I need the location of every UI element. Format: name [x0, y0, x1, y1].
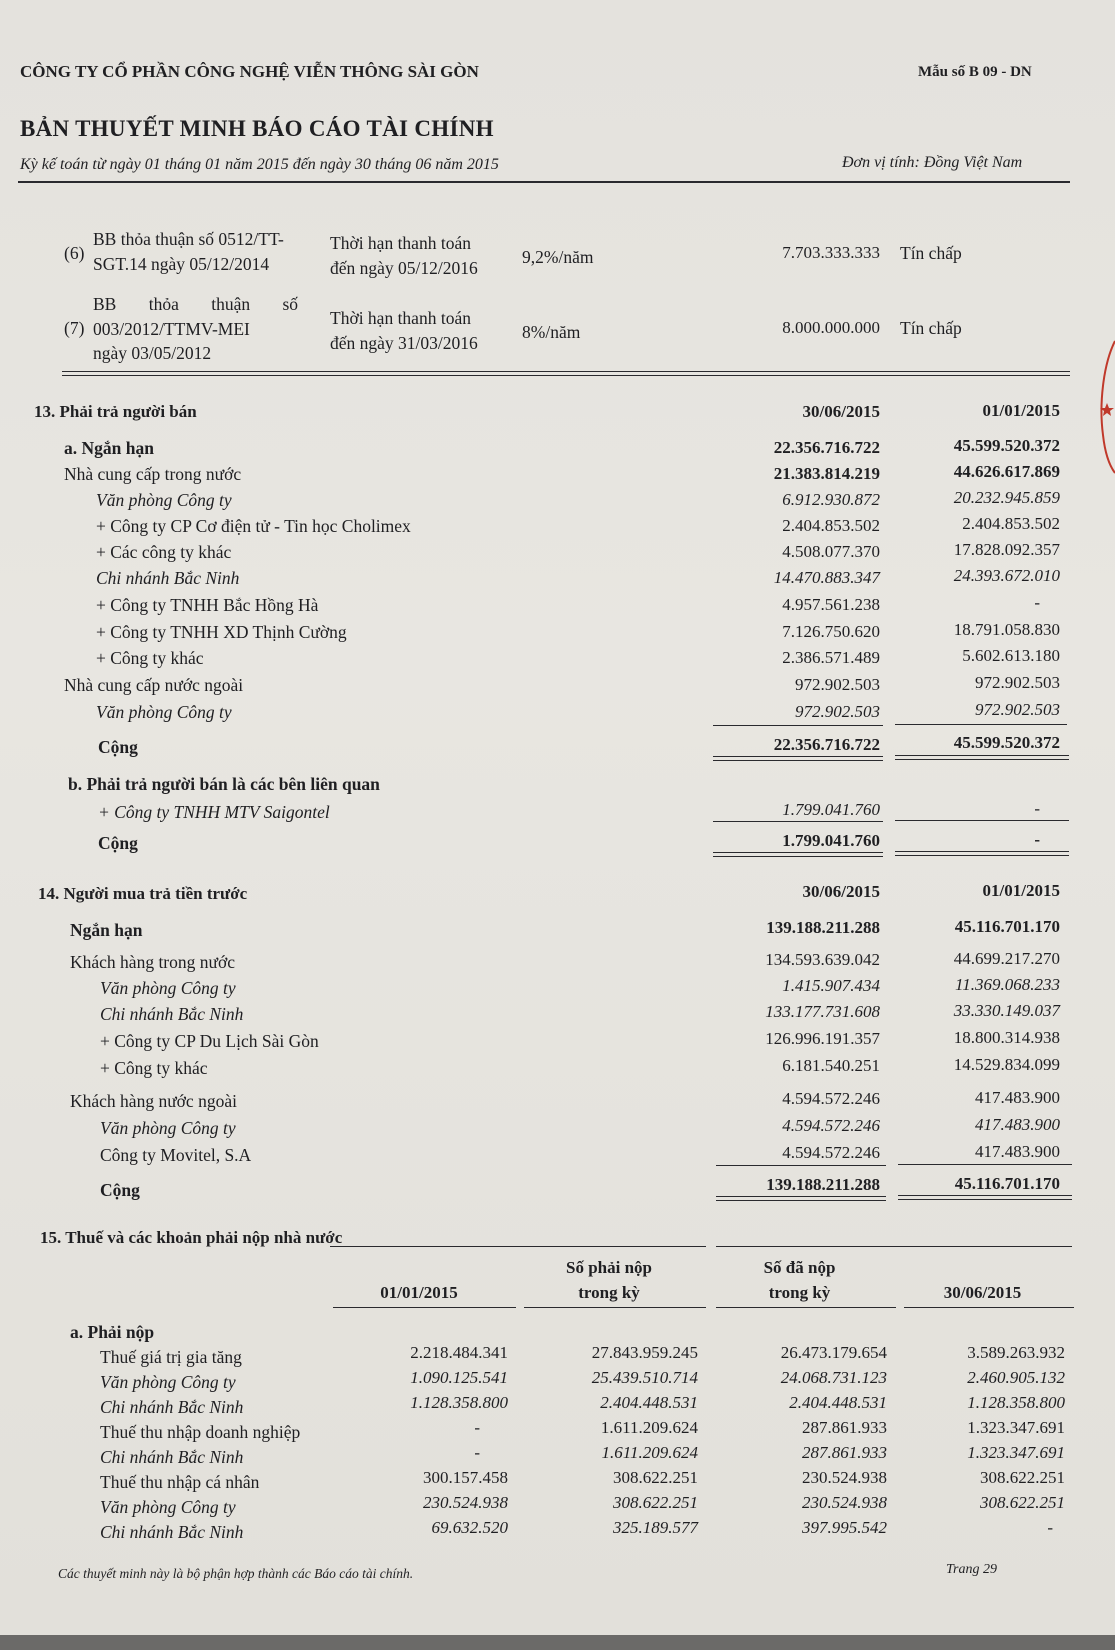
col-header-rule	[904, 1307, 1074, 1308]
row-value: 22.356.716.722	[773, 438, 880, 457]
row-value: 134.593.639.042	[765, 950, 880, 969]
row-value: 287.861.933	[802, 1418, 887, 1437]
col-header-paid-l1: Số đã nộp	[763, 1258, 836, 1277]
row-value: 14.470.883.347	[773, 568, 880, 587]
row-value: 2.404.853.502	[782, 516, 880, 535]
row-label: Khách hàng nước ngoài	[70, 1091, 237, 1111]
col-header-rule	[333, 1307, 516, 1308]
red-stamp-icon	[1093, 335, 1115, 475]
loan-term-line: đến ngày 31/03/2016	[330, 333, 478, 353]
row-label: + Công ty TNHH MTV Saigontel	[98, 802, 330, 822]
row-value: 2.404.448.531	[600, 1393, 698, 1412]
loan-rate: 8%/năm	[522, 322, 581, 342]
row-value: 308.622.251	[980, 1493, 1065, 1512]
row-value: 308.622.251	[613, 1493, 698, 1512]
row-label: + Công ty CP Cơ điện tử - Tin học Cholimex	[96, 516, 411, 536]
subtotal-rule	[895, 724, 1067, 725]
section-15-title: 15. Thuế và các khoản phải nộp nhà nước	[40, 1228, 343, 1247]
subtotal-rule	[713, 725, 883, 726]
section-15a-title: a. Phải nộp	[70, 1322, 155, 1342]
total-rule	[713, 756, 883, 761]
row-label: Cộng	[98, 737, 138, 757]
row-label: Chi nhánh Bắc Ninh	[96, 568, 240, 588]
footer-note: Các thuyết minh này là bộ phận hợp thành các Báo cáo tài chính.	[58, 1566, 414, 1581]
loan-agreement-line: BB thỏa thuận số	[93, 294, 299, 314]
row-label: + Công ty khác	[100, 1058, 208, 1078]
row-value: 1.090.125.541	[410, 1368, 508, 1387]
row-value: -	[1034, 799, 1040, 818]
row-value: 3.589.263.932	[967, 1343, 1065, 1362]
row-value: 4.957.561.238	[782, 595, 880, 614]
col-header-30-06: 30/06/2015	[802, 402, 880, 421]
subtotal-rule	[713, 821, 883, 822]
row-value: 308.622.251	[613, 1468, 698, 1487]
row-label: + Công ty khác	[96, 648, 204, 668]
row-label: Nhà cung cấp nước ngoài	[64, 675, 244, 695]
header-rule	[18, 181, 1070, 183]
row-label: Khách hàng trong nước	[70, 952, 236, 972]
total-rule	[716, 1196, 886, 1201]
loan-agreement-line: SGT.14 ngày 05/12/2014	[93, 254, 270, 274]
row-value: 417.483.900	[975, 1115, 1060, 1134]
row-label: Công ty Movitel, S.A	[100, 1145, 252, 1165]
col-header-paid-l2: trong kỳ	[768, 1283, 831, 1302]
subtotal-rule	[898, 1164, 1072, 1165]
loan-agreement-line: BB thỏa thuận số 0512/TT-	[93, 229, 284, 249]
row-value: 972.902.503	[975, 700, 1060, 719]
row-label: Chi nhánh Bắc Ninh	[100, 1004, 244, 1024]
row-label: Thuế thu nhập doanh nghiệp	[100, 1422, 301, 1442]
page-number: Trang 29	[946, 1562, 997, 1577]
row-value: 27.843.959.245	[591, 1343, 698, 1362]
row-label: + Các công ty khác	[96, 542, 232, 562]
reporting-period: Kỳ kế toán từ ngày 01 tháng 01 năm 2015 đến ngày 30 tháng 06 năm 2015	[20, 156, 499, 173]
row-label: Văn phòng Công ty	[96, 490, 232, 510]
page-edge	[0, 1635, 1115, 1650]
row-value: 972.902.503	[795, 675, 880, 694]
document-title: BẢN THUYẾT MINH BÁO CÁO TÀI CHÍNH	[20, 116, 494, 141]
row-value: 230.524.938	[802, 1493, 887, 1512]
section-13-title: 13. Phải trả người bán	[34, 402, 197, 421]
row-value: 2.386.571.489	[782, 648, 880, 667]
row-value: 18.800.314.938	[953, 1028, 1060, 1047]
row-value: 21.383.814.219	[773, 464, 880, 483]
row-value: 45.599.520.372	[953, 733, 1060, 752]
col-header-01-01: 01/01/2015	[982, 881, 1060, 900]
loan-security: Tín chấp	[900, 243, 962, 263]
loan-security: Tín chấp	[900, 318, 962, 338]
row-value: 972.902.503	[975, 673, 1060, 692]
row-value: 20.232.945.859	[953, 488, 1060, 507]
col-header-rule	[716, 1307, 896, 1308]
row-label: a. Ngắn hạn	[64, 438, 154, 458]
loan-term-line: Thời hạn thanh toán	[330, 233, 471, 253]
row-value: 44.699.217.270	[953, 949, 1060, 968]
loan-term-line: Thời hạn thanh toán	[330, 308, 471, 328]
row-value: -	[1034, 593, 1040, 612]
row-value: 1.323.347.691	[967, 1443, 1065, 1462]
row-value: 139.188.211.288	[766, 918, 880, 937]
row-value: 325.189.577	[613, 1518, 698, 1537]
row-value: 417.483.900	[975, 1142, 1060, 1161]
row-label: Văn phòng Công ty	[100, 1118, 236, 1138]
row-value: 308.622.251	[980, 1468, 1065, 1487]
row-label: + Công ty CP Du Lịch Sài Gòn	[100, 1031, 319, 1051]
row-value: 1.323.347.691	[967, 1418, 1065, 1437]
row-label: Chi nhánh Bắc Ninh	[100, 1397, 244, 1417]
row-value: 1.611.209.624	[601, 1443, 698, 1462]
row-label: Chi nhánh Bắc Ninh	[100, 1522, 244, 1542]
row-value: 24.068.731.123	[780, 1368, 887, 1387]
row-label: Ngắn hạn	[70, 920, 143, 940]
row-value: 1.128.358.800	[410, 1393, 508, 1412]
row-value: -	[474, 1443, 480, 1462]
row-value: 139.188.211.288	[766, 1175, 880, 1194]
row-value: 397.995.542	[802, 1518, 887, 1537]
row-label: + Công ty TNHH Bắc Hồng Hà	[96, 595, 319, 615]
loan-amount: 7.703.333.333	[782, 243, 880, 262]
row-value: 2.460.905.132	[967, 1368, 1065, 1387]
row-value: 26.473.179.654	[780, 1343, 887, 1362]
row-value: 25.439.510.714	[591, 1368, 698, 1387]
row-value: 4.594.572.246	[782, 1089, 880, 1108]
row-value: 5.602.613.180	[962, 646, 1060, 665]
row-value: 45.599.520.372	[953, 436, 1060, 455]
row-label: Cộng	[98, 833, 138, 853]
col-header-opening: 01/01/2015	[380, 1283, 458, 1302]
row-value: 4.594.572.246	[782, 1143, 880, 1162]
col-header-rule	[524, 1307, 706, 1308]
loan-rate: 9,2%/năm	[522, 247, 594, 267]
row-label: Văn phòng Công ty	[100, 978, 236, 998]
row-value: 45.116.701.170	[954, 917, 1060, 936]
row-value: 7.126.750.620	[782, 622, 880, 641]
col-header-payable-l1: Số phải nộp	[566, 1258, 652, 1277]
row-value: -	[1047, 1518, 1053, 1537]
heading-rule	[330, 1246, 706, 1247]
col-header-30-06: 30/06/2015	[802, 882, 880, 901]
row-value: 287.861.933	[802, 1443, 887, 1462]
total-rule	[898, 1195, 1072, 1200]
row-value: 300.157.458	[423, 1468, 508, 1487]
row-value: 18.791.058.830	[953, 620, 1060, 639]
row-label: Nhà cung cấp trong nước	[64, 464, 242, 484]
row-label: Chi nhánh Bắc Ninh	[100, 1447, 244, 1467]
row-value: 133.177.731.608	[765, 1002, 880, 1021]
row-value: 33.330.149.037	[953, 1001, 1060, 1020]
col-header-closing: 30/06/2015	[943, 1283, 1022, 1302]
row-label: + Công ty TNHH XD Thịnh Cường	[96, 622, 347, 642]
row-value: 6.912.930.872	[782, 490, 880, 509]
row-label: Văn phòng Công ty	[96, 702, 232, 722]
row-value: 24.393.672.010	[953, 566, 1060, 585]
row-value: 1.611.209.624	[600, 1418, 698, 1437]
row-value: 44.626.617.869	[953, 462, 1060, 481]
row-label: Văn phòng Công ty	[100, 1372, 236, 1392]
row-value: 1.415.907.434	[782, 976, 880, 995]
total-rule	[895, 851, 1069, 856]
row-value: 126.996.191.357	[765, 1029, 880, 1048]
col-header-payable-l2: trong kỳ	[578, 1283, 640, 1302]
row-value: 2.404.853.502	[962, 514, 1060, 533]
row-value: 1.799.041.760	[782, 831, 880, 850]
row-value: 4.594.572.246	[782, 1116, 880, 1135]
row-value: 230.524.938	[423, 1493, 508, 1512]
row-value: 69.632.520	[431, 1518, 508, 1537]
loan-amount: 8.000.000.000	[782, 318, 880, 337]
row-value: 14.529.834.099	[953, 1055, 1060, 1074]
row-value: 1.128.358.800	[967, 1393, 1065, 1412]
row-label: Thuế thu nhập cá nhân	[100, 1472, 260, 1492]
row-value: -	[1034, 830, 1040, 849]
row-value: 972.902.503	[795, 702, 880, 721]
section-14-title: 14. Người mua trả tiền trước	[38, 884, 248, 903]
total-rule	[713, 852, 883, 857]
row-label: Văn phòng Công ty	[100, 1497, 236, 1517]
company-name: CÔNG TY CỔ PHẦN CÔNG NGHỆ VIỄN THÔNG SÀI GÒN	[20, 62, 479, 81]
row-value: 230.524.938	[802, 1468, 887, 1487]
row-value: 22.356.716.722	[773, 735, 880, 754]
loan-agreement-line: 003/2012/TTMV-MEI	[93, 319, 250, 339]
row-value: 4.508.077.370	[782, 542, 880, 561]
currency-unit: Đơn vị tính: Đồng Việt Nam	[842, 154, 1023, 171]
heading-rule	[716, 1246, 1072, 1247]
row-value: 417.483.900	[975, 1088, 1060, 1107]
col-header-01-01: 01/01/2015	[982, 401, 1060, 420]
row-value: 1.799.041.760	[782, 800, 880, 819]
loans-end-rule	[62, 371, 1070, 376]
row-label: Thuế giá trị gia tăng	[100, 1347, 242, 1367]
row-value: 6.181.540.251	[782, 1056, 880, 1075]
loan-number: (7)	[64, 318, 85, 338]
subtotal-rule	[716, 1165, 886, 1166]
row-value: 17.828.092.357	[953, 540, 1060, 559]
total-rule	[895, 755, 1069, 760]
loan-number: (6)	[64, 243, 85, 263]
row-value: 45.116.701.170	[954, 1174, 1060, 1193]
loan-agreement-line: ngày 03/05/2012	[93, 343, 212, 363]
row-value: -	[474, 1418, 480, 1437]
loan-term-line: đến ngày 05/12/2016	[330, 258, 478, 278]
form-number: Mẫu số B 09 - DN	[918, 64, 1032, 80]
row-value: 11.369.068.233	[955, 975, 1060, 994]
row-value: 2.218.484.341	[410, 1343, 508, 1362]
subtotal-rule	[895, 820, 1069, 821]
row-value: 2.404.448.531	[789, 1393, 887, 1412]
section-13b-title: b. Phải trả người bán là các bên liên quan	[68, 774, 380, 794]
row-label: Cộng	[100, 1180, 140, 1200]
